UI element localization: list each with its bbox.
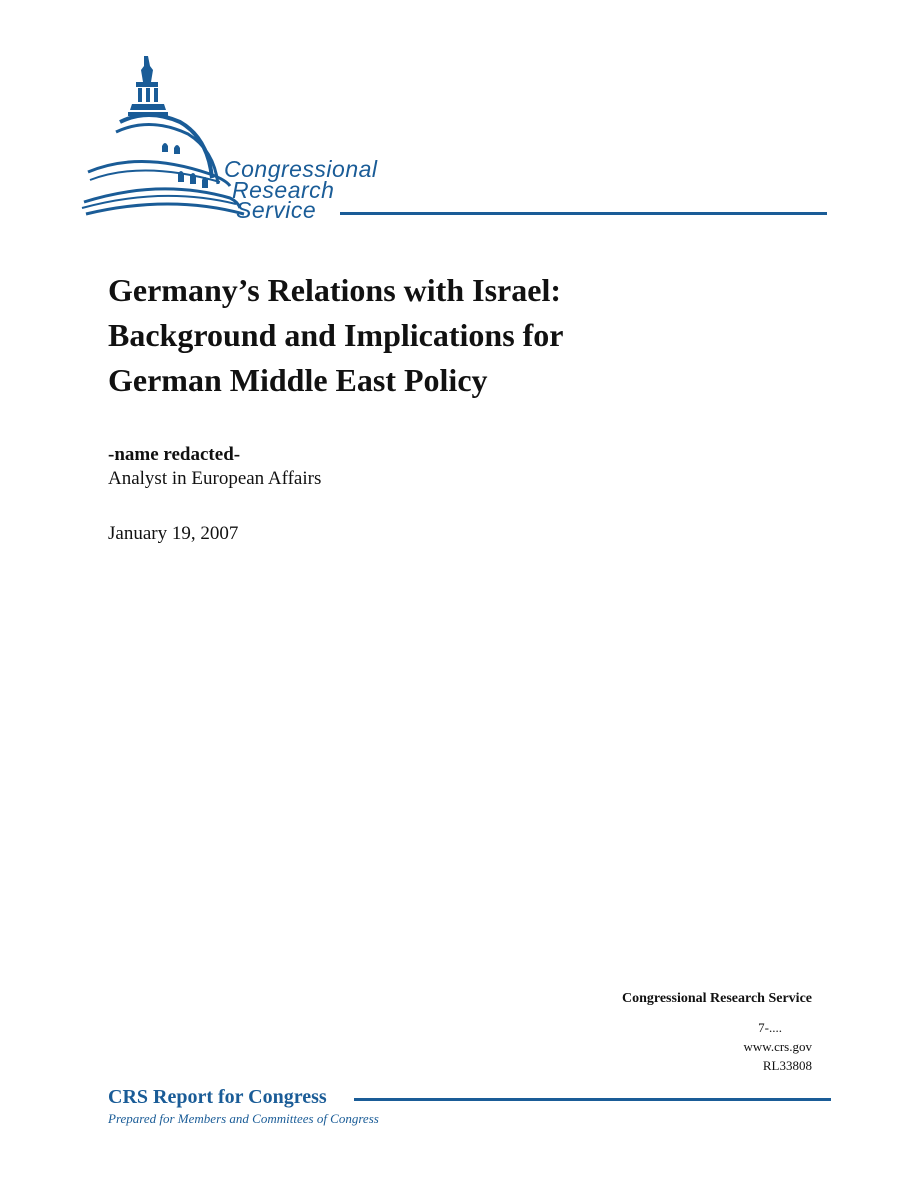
title-line: German Middle East Policy [108, 362, 488, 398]
report-title [108, 268, 708, 403]
info-code: 7-.... [758, 1020, 782, 1035]
capitol-dome-icon [80, 52, 250, 222]
footer-divider-rule [354, 1098, 831, 1101]
footer-title: CRS Report for Congress [108, 1086, 327, 1108]
info-website: www.crs.gov [743, 1039, 812, 1054]
info-organization: Congressional Research Service [621, 991, 812, 1006]
logo-word-congressional: Congressional [224, 156, 378, 182]
logo-word-service: Service [236, 197, 317, 223]
author-role: Analyst in European Affairs [108, 468, 322, 489]
logo-divider-rule [340, 212, 827, 215]
title-line: Germany’s Relations with Israel: [108, 272, 561, 308]
author-name: -name redacted- [108, 444, 241, 465]
footer-subtitle: Prepared for Members and Committees of Congress [108, 1111, 379, 1126]
info-report-number: RL33808 [762, 1058, 812, 1073]
logo-word-research: Research [232, 177, 335, 203]
title-line: Background and Implications for [108, 317, 564, 353]
report-date: January 19, 2007 [108, 523, 239, 544]
report-info-block [512, 990, 812, 1075]
